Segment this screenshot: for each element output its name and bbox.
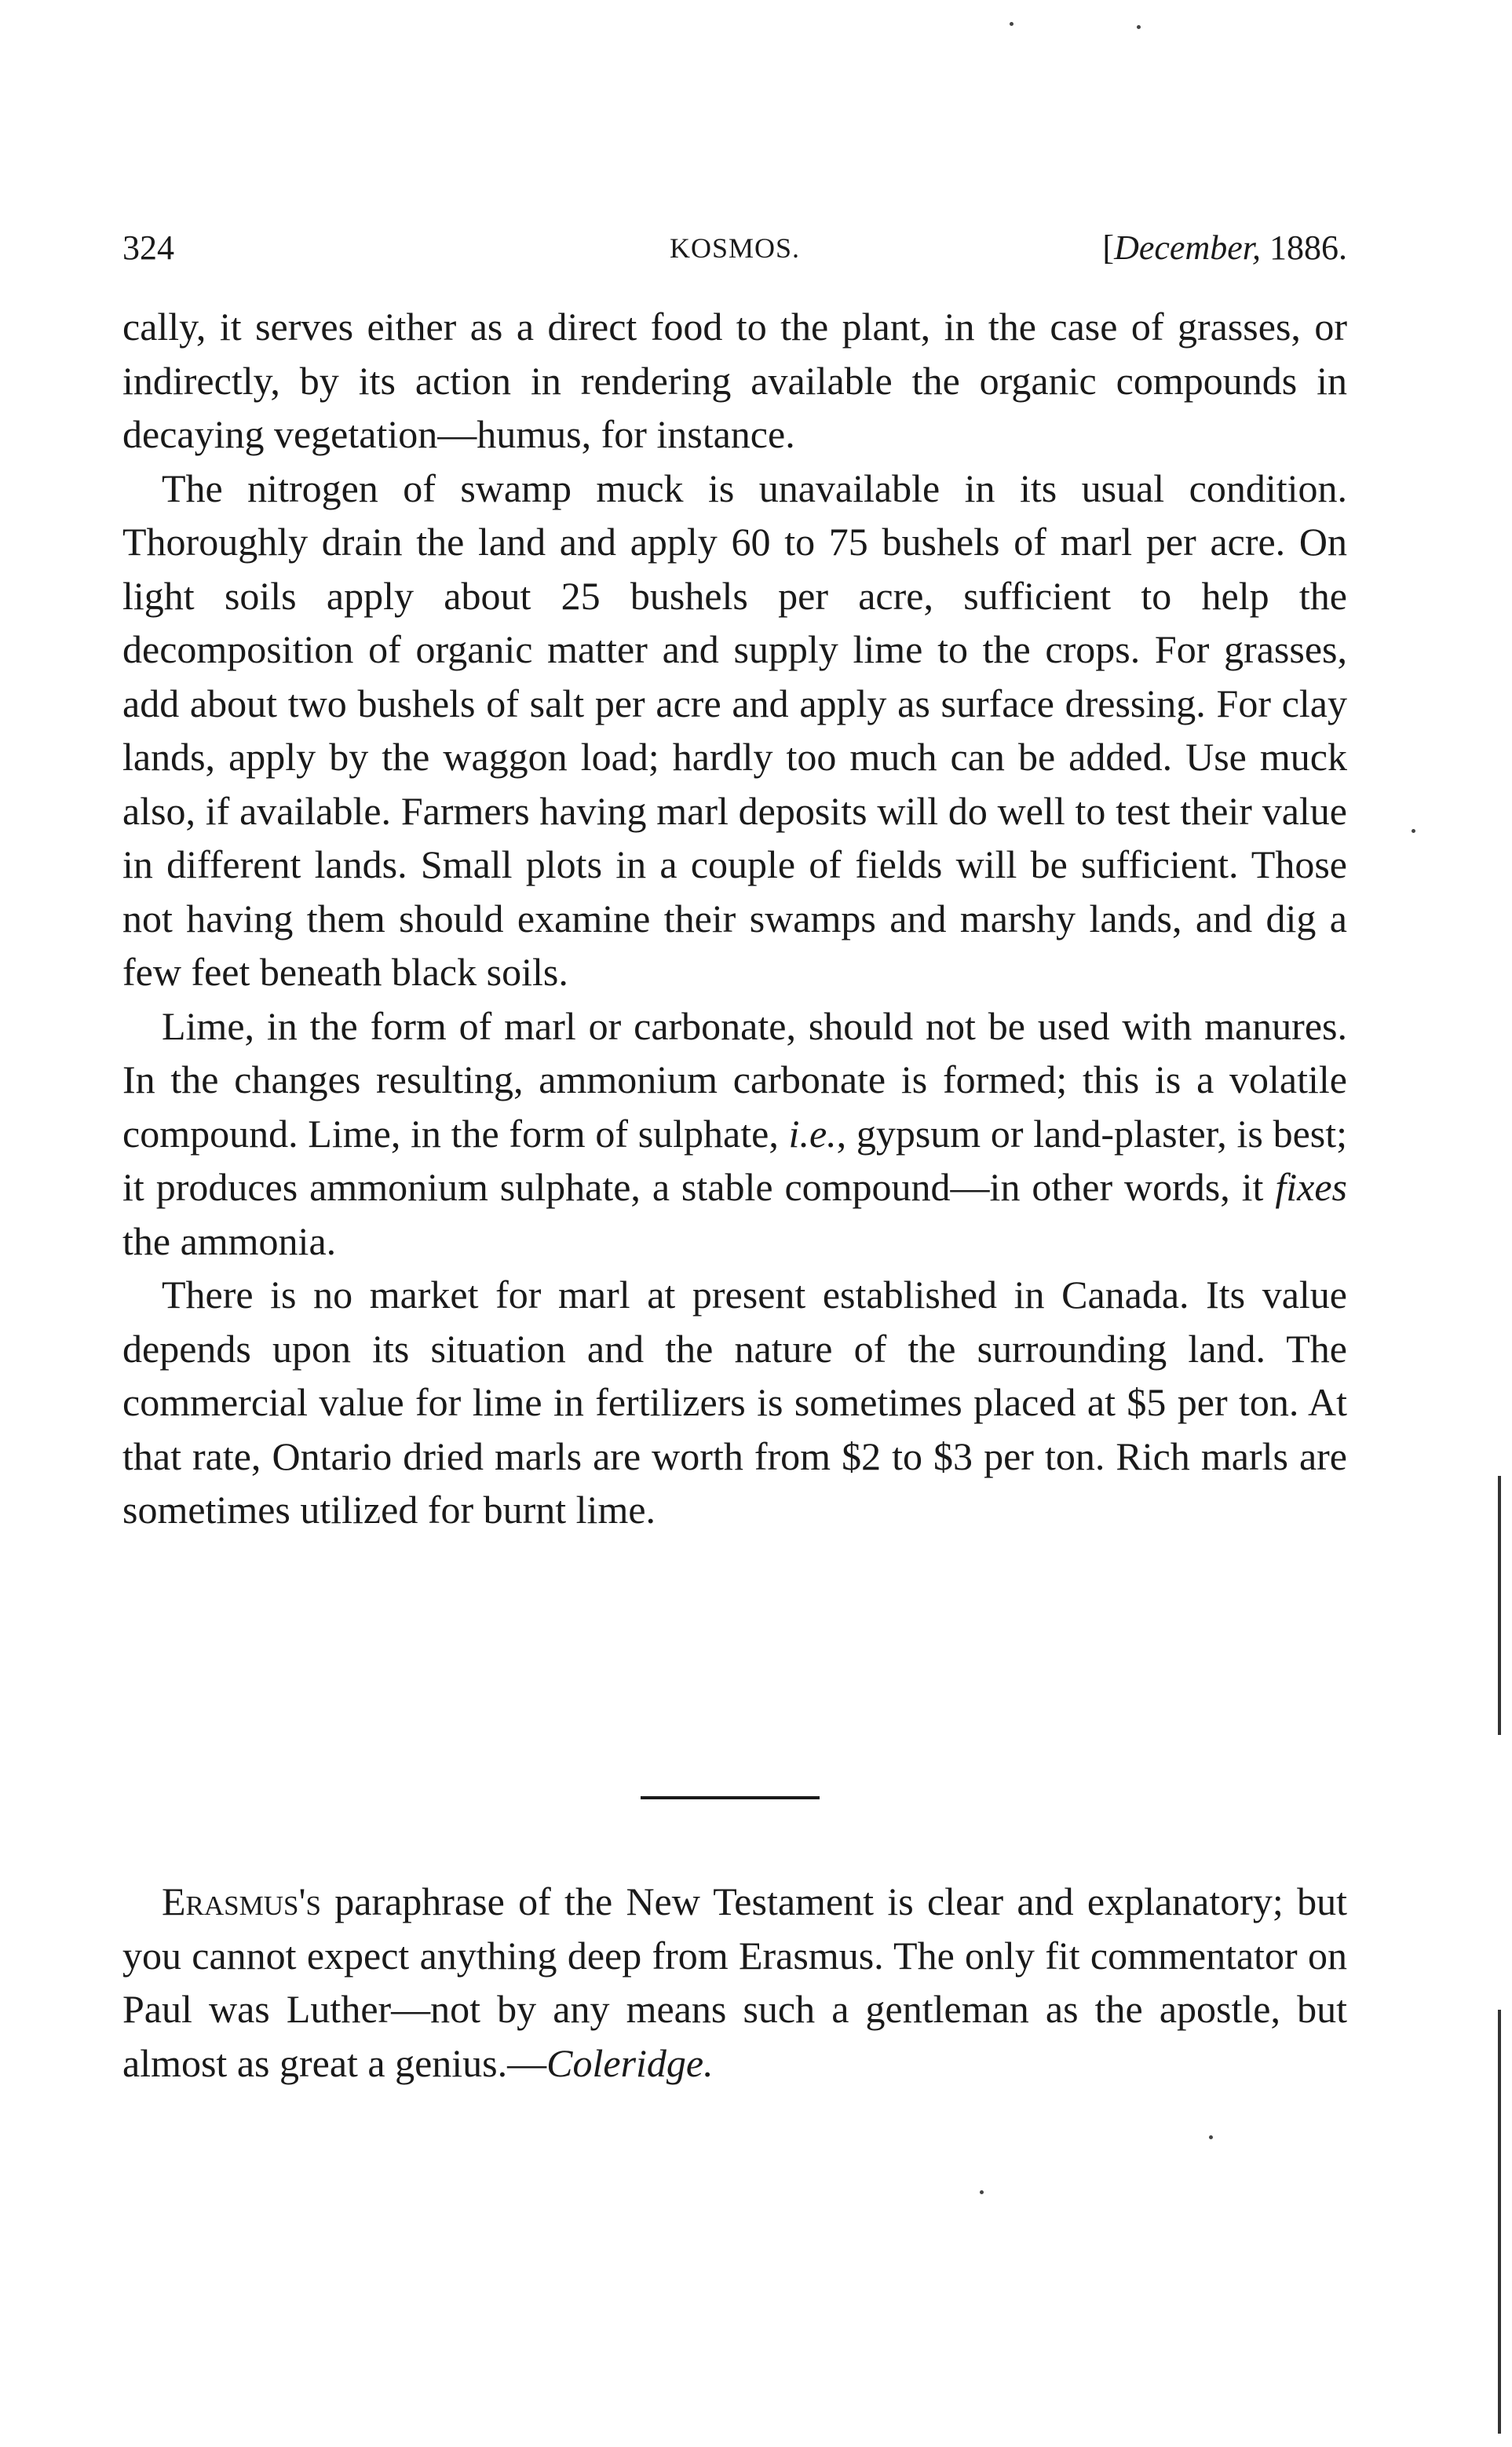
- running-head: [122, 225, 1347, 272]
- lime-italic-fixes: fixes: [1275, 1165, 1347, 1209]
- quote-attribution: Coleridge.: [546, 2040, 714, 2085]
- date-month: December,: [1114, 228, 1261, 267]
- paragraph-market: There is no market for marl at present established in Canada. Its value depends upon its situation and the nature of the surrounding land. The commercial value for lime in fertilizers is sometimes placed at $5 per ton. At that rate, Ontario dried marls are worth from $2 to $3 per ton. Rich marls are sometimes utilized for burnt lime.: [122, 1273, 1347, 1532]
- paragraph-lime: [122, 999, 1347, 1269]
- journal-title: KOSMOS.: [669, 232, 801, 264]
- scan-speck: [1010, 22, 1013, 26]
- lime-text-1: Lime, in the form of marl or carbonate, should not be used with manures. In the changes resulting, ammonium carbonate is formed; this is a volatile compound. Lime, in the form of sulphate,: [122, 1003, 1347, 1156]
- lime-text-3: the ammonia.: [122, 1218, 337, 1263]
- quote-paragraph: [122, 1875, 1347, 2090]
- date-year: 1886.: [1269, 228, 1347, 267]
- paragraph-continuation: cally, it serves either as a direct food to the plant, in the case of grasses, or indirectly, by its action in rendering available the organic compounds in decaying vegetation—humus, for instance.: [122, 305, 1347, 456]
- lime-text-2: , gypsum or land-plaster, is best; it produces ammonium sulphate, a stable compound—in other words, it: [122, 1111, 1348, 1209]
- section-divider-rule: [641, 1796, 820, 1799]
- scan-margin-line: [1498, 1476, 1501, 1735]
- date-bracket: [: [1102, 228, 1115, 267]
- page-number: 324: [122, 228, 174, 267]
- scan-margin-line: [1498, 2010, 1501, 2434]
- quote-text: paraphrase of the New Testament is clear and explanatory; but you cannot expect anything deep from Erasmus. The only fit commentator on Paul was Luther—not by any means such a gentleman as the apostle, but almost as great a genius.—: [122, 1879, 1347, 2085]
- quote-name: Erasmus's: [162, 1879, 321, 1923]
- paragraph-nitrogen: The nitrogen of swamp muck is unavailable in its usual condition. Thoroughly drain the land and apply 60 to 75 bushels of marl per acre. On light soils apply about 25 bushels per acre, sufficient to help the decomposition of organic matter and supply lime to the crops. For grasses, add about two bushels of salt per acre and apply as surface dressing. For clay lands, apply by the waggon load; hardly too much can be added. Use muck also, if available. Farmers having marl deposits will do well to test their value in different lands. Small plots in a couple of fields will be sufficient. Those not having them should examine their swamps and marshy lands, and dig a few feet beneath black soils.: [122, 466, 1347, 994]
- scan-speck: [1412, 829, 1415, 833]
- scan-speck: [1137, 25, 1141, 29]
- lime-italic-ie: i.e.: [788, 1111, 837, 1156]
- issue-date: [1102, 225, 1347, 272]
- article-body: [122, 300, 1347, 1537]
- scan-speck: [1209, 2135, 1213, 2139]
- coleridge-quote: [122, 1875, 1347, 2090]
- scan-speck: [980, 2190, 984, 2194]
